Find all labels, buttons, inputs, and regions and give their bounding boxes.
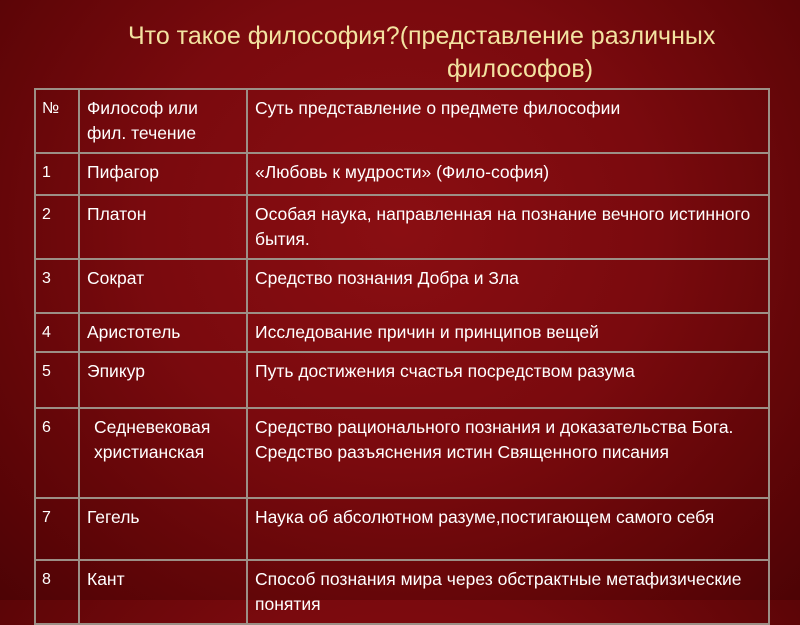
row-philosopher: Седневековая христианская: [79, 408, 247, 498]
row-number: 7: [35, 498, 79, 560]
table-row: [35, 498, 769, 560]
row-philosopher: Платон: [79, 195, 247, 259]
row-philosopher: Пифагор: [79, 153, 247, 195]
row-essence: Особая наука, направленная на познание вечного истинного бытия.: [247, 195, 769, 259]
table-row: [35, 408, 769, 498]
row-essence: Способ познания мира через обстрактные метафизические понятия: [247, 560, 769, 624]
table-row: [35, 153, 769, 195]
row-philosopher: Кант: [79, 560, 247, 624]
table-row: [35, 259, 769, 313]
slide-title-line-2: философов): [446, 55, 594, 83]
row-number: 1: [35, 153, 79, 195]
header-essence: Суть представление о предмете философии: [247, 89, 769, 153]
row-philosopher: Аристотель: [79, 313, 247, 352]
slide-title: [120, 20, 760, 86]
row-essence: Наука об абсолютном разуме,постигающем самого себя: [247, 498, 769, 560]
row-essence: «Любовь к мудрости» (Фило-софия): [247, 153, 769, 195]
table-row: [35, 352, 769, 408]
philosophy-table: [34, 88, 770, 625]
slide-title-line-1: Что такое философия?(представление различных: [128, 22, 716, 50]
row-essence: Исследование причин и принципов вещей: [247, 313, 769, 352]
header-number: №: [35, 89, 79, 153]
table-header-row: [35, 89, 769, 153]
row-number: 5: [35, 352, 79, 408]
table-row: [35, 560, 769, 624]
row-essence: Средство познания Добра и Зла: [247, 259, 769, 313]
row-number: 6: [35, 408, 79, 498]
row-number: 2: [35, 195, 79, 259]
table-row: [35, 313, 769, 352]
row-essence: Путь достижения счастья посредством разума: [247, 352, 769, 408]
header-philosopher: Философ или фил. течение: [79, 89, 247, 153]
row-number: 4: [35, 313, 79, 352]
row-philosopher: Эпикур: [79, 352, 247, 408]
row-philosopher: Гегель: [79, 498, 247, 560]
row-number: 8: [35, 560, 79, 624]
row-number: 3: [35, 259, 79, 313]
table-row: [35, 195, 769, 259]
row-philosopher: Сократ: [79, 259, 247, 313]
row-essence: Средство рационального познания и доказательства Бога. Средство разъяснения истин Священного писания: [247, 408, 769, 498]
